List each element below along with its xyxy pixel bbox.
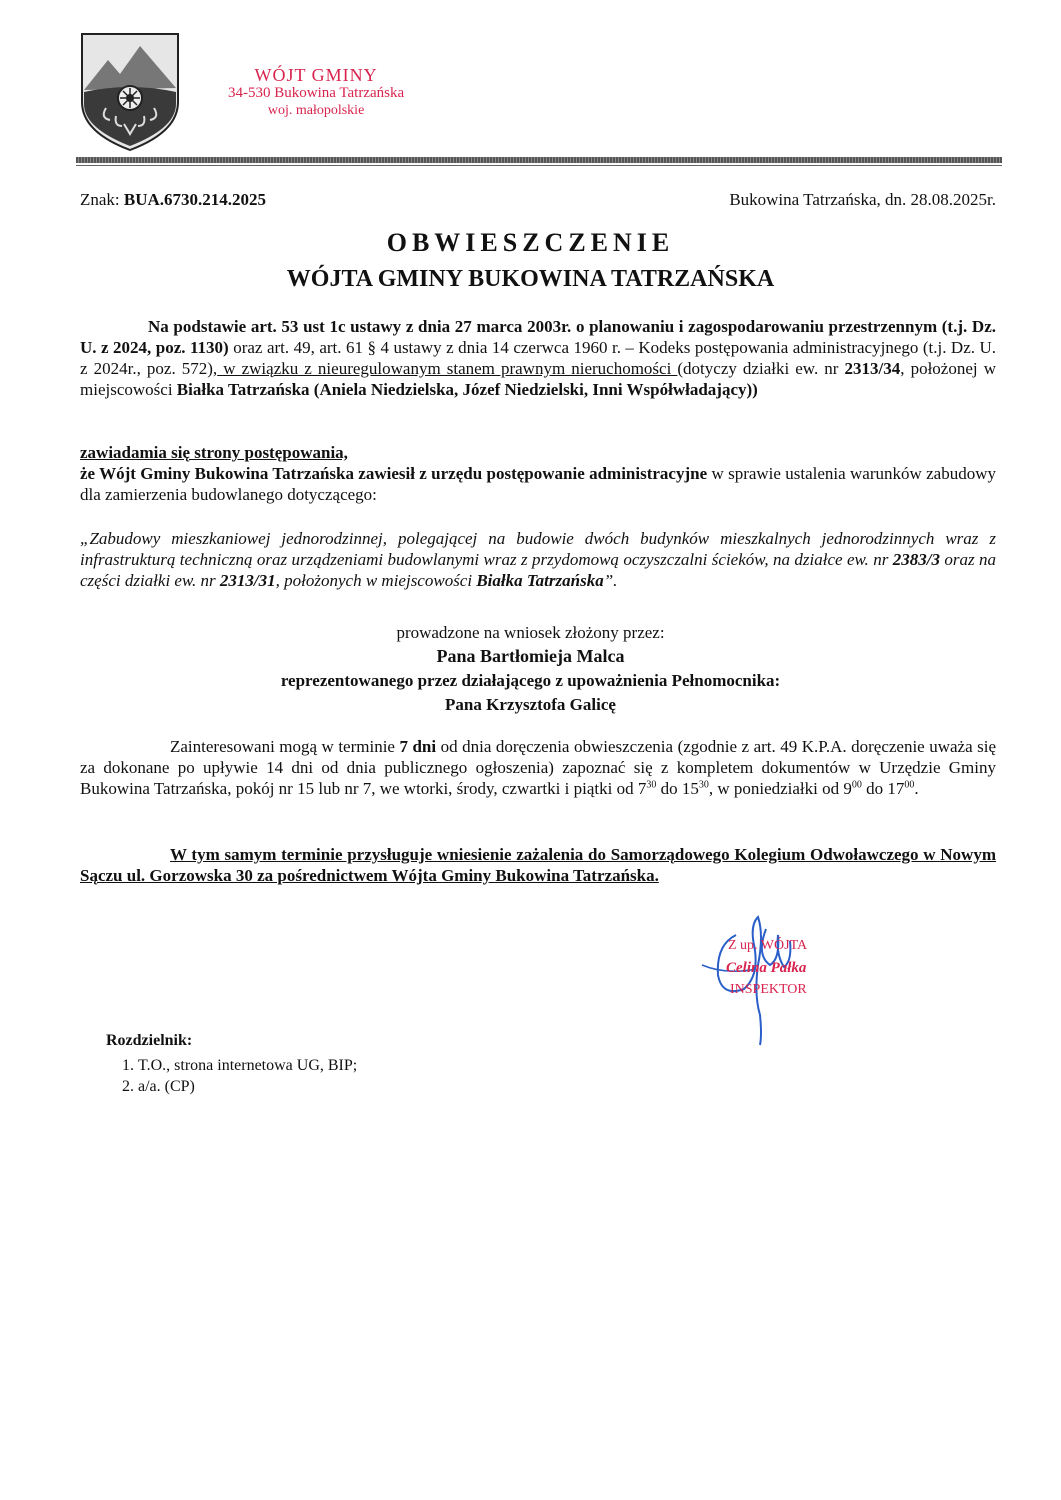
info-text-e: do 17 xyxy=(861,779,905,798)
hour-sup-1: 30 xyxy=(646,779,657,791)
info-text-d: , w poniedziałki od 9 xyxy=(708,779,852,798)
project-parcel-b: 2313/31 xyxy=(219,571,276,590)
distribution-item: 1. T.O., strona internetowa UG, BIP; xyxy=(138,1055,357,1076)
project-place: Białka Tatrzańska xyxy=(476,571,604,590)
project-description xyxy=(80,528,996,591)
distribution-item: 2. a/a. (CP) xyxy=(138,1076,357,1097)
stamp-line-2: 34-530 Bukowina Tatrzańska xyxy=(228,85,405,101)
hour-sup-4: 00 xyxy=(904,779,915,791)
signature-stamp-line-1: Z up. WÓJTA xyxy=(728,938,808,953)
applicant-name: Pana Bartłomieja Malca xyxy=(436,646,625,666)
header-divider xyxy=(76,157,1002,163)
distribution-heading: Rozdzielnik: xyxy=(106,1032,193,1049)
info-text-c: do 15 xyxy=(656,779,699,798)
document-subtitle: WÓJTA GMINY BUKOWINA TATRZAŃSKA xyxy=(286,266,775,292)
reference-number xyxy=(80,190,266,210)
hour-sup-2: 30 xyxy=(698,779,709,791)
hour-sup-3: 00 xyxy=(851,779,862,791)
signature-stamp-line-2: Celina Pałka xyxy=(726,960,807,976)
reference-value: BUA.6730.214.2025 xyxy=(123,190,267,209)
info-text-b: od dnia doręczenia obwieszczenia (zgodnie z art. 49 K.P.A. doręczenie uważa się za dokonane po upływie 14 dni od dnia publicznego ogłoszenia) zapoznać się z kompletem dokumentów w Urzędzie Gminy Bukowina Tatrzańska, pokój nr 15 lub nr 7, we wtorki, środy, czwartki i piątki od 7 xyxy=(80,737,997,798)
mountain-shield-crest-icon xyxy=(80,32,180,152)
stamp-line-1: WÓJT GMINY xyxy=(254,65,378,85)
signature-stamp xyxy=(726,935,807,1001)
distribution-list xyxy=(106,1030,357,1097)
notice-decision: że Wójt Gminy Bukowina Tatrzańska zawiesił z urzędu postępowanie administracyjne xyxy=(80,464,708,483)
office-stamp xyxy=(228,66,404,120)
project-text-d: ”. xyxy=(603,571,618,590)
parcel-prefix: (dotyczy działki ew. nr xyxy=(677,359,845,378)
appeal-paragraph: W tym samym terminie przysługuje wniesienie zażalenia do Samorządowego Kolegium Odwoławczego w Nowym Sączu ul. Gorzowska 30 za pośrednictwem Wójta Gminy Bukowina Tatrzańska. xyxy=(80,845,996,885)
reference-label: Znak: xyxy=(80,190,120,209)
legal-status-underlined: w związku z nieuregulowanym stanem prawnym nieruchomości xyxy=(217,359,678,378)
info-text-a: Zainteresowani mogą w terminie xyxy=(170,737,400,756)
stamp-line-3: woj. małopolskie xyxy=(267,103,365,118)
parcel-place-owners: Białka Tatrzańska (Aniela Niedzielska, Józef Niedzielski, Inni Współwładający)) xyxy=(176,380,758,399)
notice-paragraph xyxy=(80,442,996,505)
place-date: Bukowina Tatrzańska, dn. 28.08.2025r. xyxy=(729,190,996,209)
project-parcel-a: 2383/3 xyxy=(892,550,940,569)
legal-basis-paragraph xyxy=(80,316,996,400)
reference-row xyxy=(80,190,996,210)
legal-basis-bold: Na podstawie art. 53 ust 1c ustawy z dnia 27 marca 2003r. o planowaniu i zagospodarowaniu przestrzennym (t.j. Dz. U. z 2024, poz. 1130) xyxy=(80,317,996,357)
project-text-c: , położonych w miejscowości xyxy=(275,571,477,590)
document-title: OBWIESZCZENIE xyxy=(386,228,675,257)
applicant-line-1: prowadzone na wniosek złożony przez: xyxy=(396,623,665,642)
legal-basis-text: oraz art. 49, art. 61 § 4 ustawy z dnia 14 czerwca 1960 r. – Kodeks postępowania administracyjnego (t.j. Dz. U. z 2024r., poz. 572), xyxy=(80,338,997,378)
info-text-f: . xyxy=(914,779,919,798)
notice-heading: zawiadamia się strony postępowania, xyxy=(80,443,348,462)
applicant-representation: reprezentowanego przez działającego z upoważnienia Pełnomocnika: xyxy=(280,671,781,690)
signature-stamp-line-3: INSPEKTOR xyxy=(730,982,807,997)
header-divider-thin xyxy=(76,165,1002,166)
notice-scope: w sprawie ustalenia warunków zabudowy dla zamierzenia budowlanego dotyczącego: xyxy=(80,464,996,504)
parcel-number: 2313/34 xyxy=(844,359,901,378)
parcel-suffix: , położonej w miejscowości xyxy=(80,359,996,399)
attorney-name: Pana Krzysztofa Galicę xyxy=(445,695,616,714)
project-text-b: oraz na części działki ew. nr xyxy=(80,550,997,590)
project-text-a: „Zabudowy mieszkaniowej jednorodzinnej, polegającej na budowie dwóch budynków mieszkalnych jednorodzinnych wraz z infrastrukturą techniczną oraz urządzeniami budowlanymi wraz z przydomową oczyszczalni ścieków, na działce ew. nr xyxy=(80,529,996,569)
info-paragraph xyxy=(80,736,996,799)
info-days: 7 dni xyxy=(399,737,437,756)
